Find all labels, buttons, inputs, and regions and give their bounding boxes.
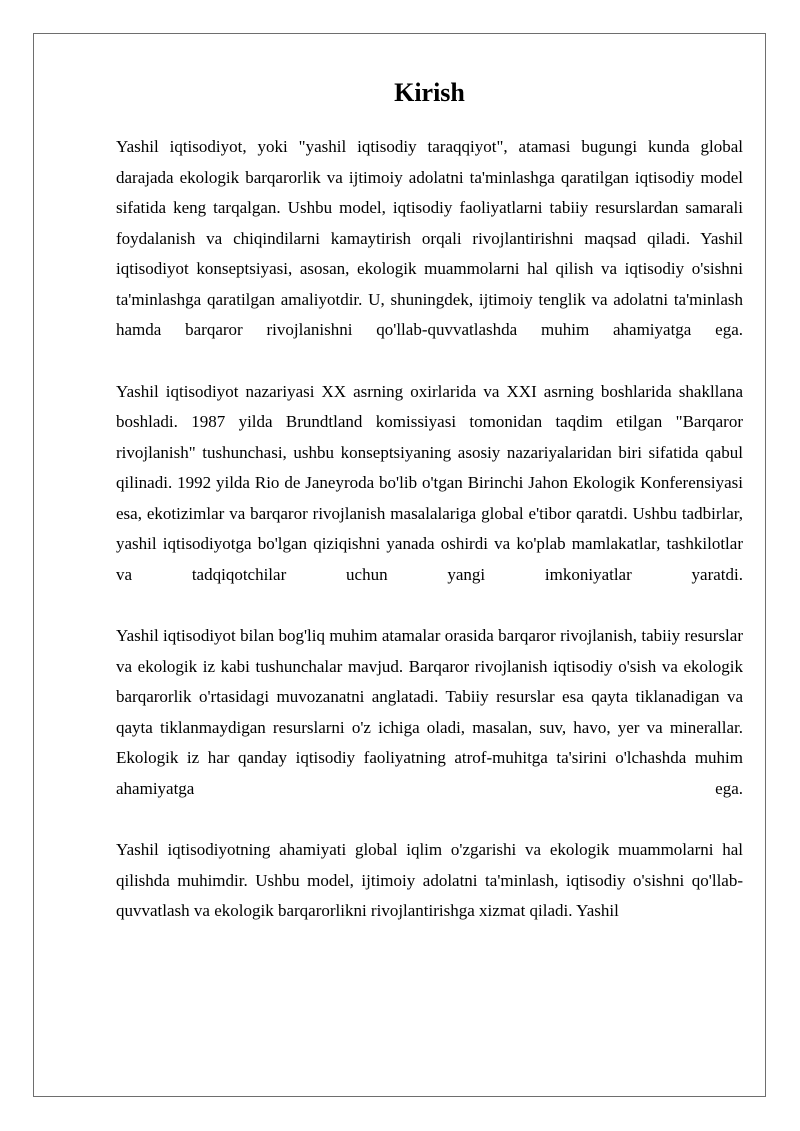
page-title: Kirish	[394, 78, 465, 107]
paragraph-4: Yashil iqtisodiyotning ahamiyati global iqlim o'zgarishi va ekologik muammolarni hal qilishda muhimdir. Ushbu model, ijtimoiy adolatni ta'minlash, iqtisodiy o'sishni qo'llab-quvvatlash va ekologik barqarorlikni rivojlantirishga xizmat qiladi. Yashil	[116, 840, 743, 920]
document-page	[33, 33, 766, 1097]
paragraph-2: Yashil iqtisodiyot nazariyasi XX asrning oxirlarida va XXI asrning boshlarida shakllana boshladi. 1987 yilda Brundtland komissiyasi tomonidan taqdim etilgan "Barqaror rivojlanish" tushunchasi, ushbu konseptsiyaning asosiy nazariyalaridan biri sifatida qabul qilinadi. 1992 yilda Rio de Janeyroda bo'lib o'tgan Birinchi Jahon Ekologik Konferensiyasi esa, ekotizimlar va barqaror rivojlanish masalalariga global e'tibor qaratdi. Ushbu tadbirlar, yashil iqtisodiyotga bo'lgan qiziqishni yanada oshirdi va ko'plab mamlakatlar, tashkilotlar va tadqiqotchilar uchun yangi imkoniyatlar yaratdi.	[116, 381, 743, 584]
page-content	[116, 34, 743, 927]
paragraph-1: Yashil iqtisodiyot, yoki "yashil iqtisodiy taraqqiyot", atamasi bugungi kunda global darajada ekologik barqarorlik va ijtimoiy adolatni ta'minlashga qaratilgan iqtisodiy model sifatida keng tarqalgan. Ushbu model, iqtisodiy faoliyatlarni tabiiy resurslardan samarali foydalanish va chiqindilarni kamaytirish orqali rivojlantirishni maqsad qiladi. Yashil iqtisodiyot konseptsiyasi, asosan, ekologik muammolarni hal qilish va iqtisodiy o'sishni ta'minlashga qaratilgan amaliyotdir. U, shuningdek, ijtimoiy tenglik va adolatni ta'minlash hamda barqaror rivojlanishni qo'llab-quvvatlashda muhim ahamiyatga ega.	[116, 137, 743, 339]
paragraph-3: Yashil iqtisodiyot bilan bog'liq muhim atamalar orasida barqaror rivojlanish, tabiiy resurslar va ekologik iz kabi tushunchalar mavjud. Barqaror rivojlanish iqtisodiy o'sish va ekologik barqarorlik o'rtasidagi muvozanatni anglatadi. Tabiiy resurslar esa qayta tiklanadigan va qayta tiklanmaydigan resurslarni o'z ichiga oladi, masalan, suv, havo, yer va minerallar. Ekologik iz har qanday iqtisodiy faoliyatning atrof-muhitga ta'sirini o'lchashda muhim ahamiyatga ega.	[116, 626, 743, 798]
